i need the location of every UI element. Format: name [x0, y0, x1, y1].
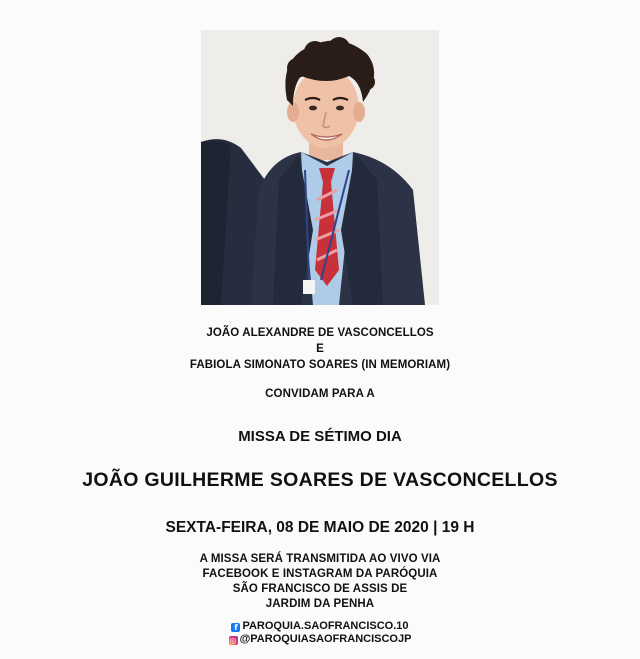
host-name-2: FABIOLA SIMONATO SOARES (IN MEMORIAM) — [189, 359, 451, 371]
broadcast-line-4: JARDIM DA PENHA — [265, 598, 375, 610]
instagram-handle-text: @PAROQUIASAOFRANCISCOJP — [239, 633, 412, 645]
facebook-handle-text: PAROQUIA.SAOFRANCISCO.10 — [242, 620, 409, 632]
broadcast-line-3: SÃO FRANCISCO DE ASSIS DE — [232, 583, 408, 595]
facebook-handle[interactable] — [0, 620, 640, 632]
broadcast-line-2: FACEBOOK E INSTAGRAM DA PARÓQUIA — [202, 568, 438, 580]
event-date-time: SEXTA-FEIRA, 08 DE MAIO DE 2020 | 19 H — [165, 519, 475, 536]
invite-line: CONVIDAM PARA A — [265, 388, 375, 400]
broadcast-line-1: A MISSA SERÁ TRANSMITIDA AO VIVO VIA — [199, 553, 441, 565]
portrait-photo — [201, 30, 439, 305]
host-connector: E — [316, 343, 324, 355]
instagram-handle[interactable] — [0, 633, 640, 645]
portrait-illustration — [201, 30, 439, 305]
instagram-icon: ◎ — [229, 636, 237, 645]
event-title: MISSA DE SÉTIMO DIA — [238, 428, 402, 445]
host-name-1: JOÃO ALEXANDRE DE VASCONCELLOS — [206, 327, 434, 339]
honoree-name: JOÃO GUILHERME SOARES DE VASCONCELLOS — [82, 469, 558, 491]
facebook-icon: f — [231, 623, 240, 632]
